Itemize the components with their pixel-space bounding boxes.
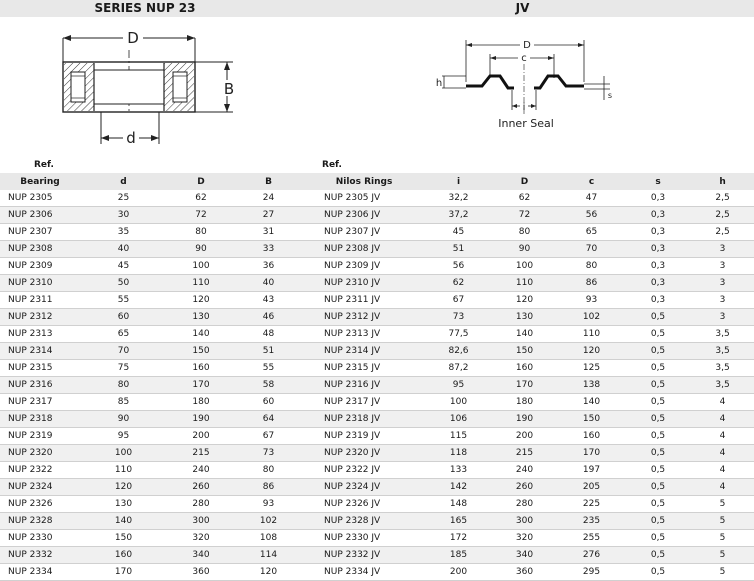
table-cell: 31: [235, 224, 302, 241]
table-cell: 142: [426, 479, 491, 496]
table-cell: 90: [80, 411, 167, 428]
table-row: [0, 428, 754, 445]
table-cell: 37,2: [426, 207, 491, 224]
table-cell: NUP 2317: [0, 394, 80, 411]
ring-dim-label-c: c: [521, 53, 527, 64]
table-row: [0, 530, 754, 547]
table-cell: 255: [558, 530, 625, 547]
table-cell: 197: [558, 462, 625, 479]
table-cell: 3: [691, 275, 754, 292]
table-cell: 0,5: [625, 513, 691, 530]
ref-label-bearing: Ref.: [34, 159, 54, 170]
table-row: [0, 241, 754, 258]
table-cell: 260: [167, 479, 235, 496]
table-cell: 5: [691, 513, 754, 530]
table-cell: 77,5: [426, 326, 491, 343]
table-cell: 0,3: [625, 190, 691, 207]
table-cell: 93: [558, 292, 625, 309]
table-cell: 75: [80, 360, 167, 377]
column-header: i: [426, 173, 491, 190]
table-cell: 172: [426, 530, 491, 547]
table-cell: NUP 2316 JV: [302, 377, 426, 394]
table-cell: 70: [80, 343, 167, 360]
table-cell: 114: [235, 547, 302, 564]
table-cell: 130: [80, 496, 167, 513]
table-cell: 90: [491, 241, 558, 258]
table-cell: NUP 2330 JV: [302, 530, 426, 547]
table-cell: 70: [558, 241, 625, 258]
inner-seal-caption: Inner Seal: [498, 117, 554, 130]
column-header-row: [0, 173, 754, 190]
table-cell: 43: [235, 292, 302, 309]
table-cell: 280: [167, 496, 235, 513]
table-cell: 60: [235, 394, 302, 411]
table-cell: 215: [491, 445, 558, 462]
table-cell: 0,5: [625, 343, 691, 360]
table-cell: 140: [558, 394, 625, 411]
table-cell: 185: [426, 547, 491, 564]
table-cell: 140: [491, 326, 558, 343]
table-cell: 3: [691, 258, 754, 275]
table-cell: 2,5: [691, 207, 754, 224]
table-row: [0, 258, 754, 275]
table-cell: 110: [491, 275, 558, 292]
table-cell: 320: [167, 530, 235, 547]
table-cell: NUP 2317 JV: [302, 394, 426, 411]
table-cell: NUP 2324: [0, 479, 80, 496]
column-header: Nilos Rings: [302, 173, 426, 190]
table-cell: 133: [426, 462, 491, 479]
table-cell: 200: [167, 428, 235, 445]
table-cell: NUP 2319: [0, 428, 80, 445]
table-cell: 150: [491, 343, 558, 360]
table-cell: 225: [558, 496, 625, 513]
table-cell: 4: [691, 411, 754, 428]
table-row: [0, 445, 754, 462]
table-cell: 115: [426, 428, 491, 445]
table-cell: 160: [491, 360, 558, 377]
table-cell: 36: [235, 258, 302, 275]
table-cell: 56: [558, 207, 625, 224]
bearing-drawing: [55, 24, 245, 149]
table-cell: NUP 2320: [0, 445, 80, 462]
table-cell: 110: [167, 275, 235, 292]
table-cell: 118: [426, 445, 491, 462]
table-cell: 110: [558, 326, 625, 343]
column-header: D: [491, 173, 558, 190]
table-cell: 340: [491, 547, 558, 564]
table-cell: NUP 2306: [0, 207, 80, 224]
table-cell: NUP 2328 JV: [302, 513, 426, 530]
table-cell: NUP 2312: [0, 309, 80, 326]
table-cell: 108: [235, 530, 302, 547]
table-cell: 3,5: [691, 377, 754, 394]
table-cell: 0,5: [625, 445, 691, 462]
table-cell: 51: [426, 241, 491, 258]
table-cell: 240: [167, 462, 235, 479]
table-row: [0, 326, 754, 343]
table-cell: 280: [491, 496, 558, 513]
table-cell: 0,3: [625, 207, 691, 224]
table-cell: 67: [426, 292, 491, 309]
table-cell: 67: [235, 428, 302, 445]
table-cell: 102: [558, 309, 625, 326]
table-cell: 0,3: [625, 292, 691, 309]
table-cell: NUP 2312 JV: [302, 309, 426, 326]
table-cell: 62: [426, 275, 491, 292]
table-row: [0, 292, 754, 309]
table-cell: NUP 2314 JV: [302, 343, 426, 360]
table-cell: 51: [235, 343, 302, 360]
table-row: [0, 275, 754, 292]
table-cell: NUP 2315 JV: [302, 360, 426, 377]
table-cell: 5: [691, 547, 754, 564]
column-header: c: [558, 173, 625, 190]
table-cell: 120: [167, 292, 235, 309]
table-cell: 3,5: [691, 326, 754, 343]
table-row: [0, 462, 754, 479]
table-cell: 320: [491, 530, 558, 547]
table-cell: 160: [558, 428, 625, 445]
column-header: D: [167, 173, 235, 190]
ref-label-nilos: Ref.: [322, 159, 342, 170]
table-cell: 45: [80, 258, 167, 275]
table-cell: 240: [491, 462, 558, 479]
table-cell: 130: [491, 309, 558, 326]
table-cell: 95: [80, 428, 167, 445]
table-cell: 180: [491, 394, 558, 411]
table-cell: 25: [80, 190, 167, 207]
table-cell: 100: [167, 258, 235, 275]
table-row: [0, 496, 754, 513]
table-cell: NUP 2316: [0, 377, 80, 394]
column-header: s: [625, 173, 691, 190]
table-cell: NUP 2318 JV: [302, 411, 426, 428]
table-cell: 80: [235, 462, 302, 479]
table-row: [0, 360, 754, 377]
table-cell: 300: [491, 513, 558, 530]
table-cell: NUP 2334: [0, 564, 80, 581]
table-cell: 62: [491, 190, 558, 207]
table-cell: NUP 2305 JV: [302, 190, 426, 207]
table-cell: NUP 2307: [0, 224, 80, 241]
table-cell: 120: [491, 292, 558, 309]
table-cell: NUP 2309 JV: [302, 258, 426, 275]
table-cell: 85: [80, 394, 167, 411]
table-cell: 82,6: [426, 343, 491, 360]
table-cell: 360: [491, 564, 558, 581]
table-cell: 4: [691, 462, 754, 479]
table-cell: 340: [167, 547, 235, 564]
table-cell: 0,5: [625, 530, 691, 547]
table-cell: 150: [558, 411, 625, 428]
table-cell: 58: [235, 377, 302, 394]
table-cell: 0,5: [625, 496, 691, 513]
table-cell: 205: [558, 479, 625, 496]
table-cell: 32,2: [426, 190, 491, 207]
table-cell: 60: [80, 309, 167, 326]
table-cell: 160: [167, 360, 235, 377]
table-cell: 62: [167, 190, 235, 207]
table-cell: 2,5: [691, 190, 754, 207]
table-cell: 4: [691, 394, 754, 411]
table-cell: 80: [80, 377, 167, 394]
table-cell: 5: [691, 530, 754, 547]
table-cell: 170: [558, 445, 625, 462]
table-cell: 4: [691, 479, 754, 496]
table-cell: 95: [426, 377, 491, 394]
table-row: [0, 377, 754, 394]
table-cell: 5: [691, 564, 754, 581]
table-cell: 0,5: [625, 326, 691, 343]
dim-label-B: B: [223, 80, 235, 98]
table-cell: 0,3: [625, 275, 691, 292]
table-row: [0, 309, 754, 326]
table-row: [0, 513, 754, 530]
table-cell: 80: [558, 258, 625, 275]
table-cell: 47: [558, 190, 625, 207]
table-cell: NUP 2311: [0, 292, 80, 309]
table-cell: 138: [558, 377, 625, 394]
dim-label-D: D: [127, 29, 139, 47]
table-cell: 180: [167, 394, 235, 411]
table-cell: 110: [80, 462, 167, 479]
table-cell: 93: [235, 496, 302, 513]
table-cell: 148: [426, 496, 491, 513]
table-cell: 55: [235, 360, 302, 377]
series-title-left: SERIES NUP 23: [94, 1, 196, 15]
table-cell: NUP 2309: [0, 258, 80, 275]
table-cell: 72: [491, 207, 558, 224]
table-cell: 0,5: [625, 462, 691, 479]
table-cell: NUP 2313: [0, 326, 80, 343]
table-row: [0, 411, 754, 428]
table-cell: 190: [491, 411, 558, 428]
table-cell: 90: [167, 241, 235, 258]
table-row: [0, 343, 754, 360]
table-cell: 45: [426, 224, 491, 241]
table-cell: 300: [167, 513, 235, 530]
table-cell: NUP 2326 JV: [302, 496, 426, 513]
table-cell: 100: [426, 394, 491, 411]
table-cell: NUP 2332: [0, 547, 80, 564]
table-cell: 170: [167, 377, 235, 394]
table-cell: 0,5: [625, 428, 691, 445]
nilos-ring-drawing: [432, 34, 617, 134]
table-cell: 48: [235, 326, 302, 343]
table-cell: 30: [80, 207, 167, 224]
table-cell: 360: [167, 564, 235, 581]
dimensions-table: [0, 156, 754, 581]
table-cell: NUP 2308 JV: [302, 241, 426, 258]
table-cell: 3: [691, 292, 754, 309]
table-cell: NUP 2324 JV: [302, 479, 426, 496]
table-cell: 140: [80, 513, 167, 530]
table-cell: 64: [235, 411, 302, 428]
table-cell: NUP 2315: [0, 360, 80, 377]
table-cell: NUP 2314: [0, 343, 80, 360]
table-cell: NUP 2322 JV: [302, 462, 426, 479]
table-cell: NUP 2326: [0, 496, 80, 513]
table-cell: 0,5: [625, 479, 691, 496]
table-cell: 170: [80, 564, 167, 581]
table-row: [0, 479, 754, 496]
table-body: [0, 190, 754, 581]
table-cell: 0,3: [625, 258, 691, 275]
table-cell: 0,5: [625, 564, 691, 581]
table-cell: NUP 2313 JV: [302, 326, 426, 343]
table-cell: 4: [691, 428, 754, 445]
table-cell: 295: [558, 564, 625, 581]
table-cell: 46: [235, 309, 302, 326]
table-cell: 276: [558, 547, 625, 564]
table-cell: 65: [80, 326, 167, 343]
table-cell: NUP 2311 JV: [302, 292, 426, 309]
column-header: h: [691, 173, 754, 190]
table-cell: 86: [235, 479, 302, 496]
ring-dim-label-h: h: [435, 78, 443, 89]
table-row: [0, 190, 754, 207]
table-cell: 87,2: [426, 360, 491, 377]
table-row: [0, 207, 754, 224]
table-cell: 215: [167, 445, 235, 462]
ring-dim-label-i: i: [522, 102, 526, 113]
table-cell: 140: [167, 326, 235, 343]
table-cell: 120: [80, 479, 167, 496]
table-cell: 200: [491, 428, 558, 445]
table-cell: NUP 2310: [0, 275, 80, 292]
table-cell: 4: [691, 445, 754, 462]
table-cell: 40: [235, 275, 302, 292]
table-cell: NUP 2330: [0, 530, 80, 547]
table-cell: NUP 2319 JV: [302, 428, 426, 445]
table-cell: 3: [691, 309, 754, 326]
table-cell: 0,5: [625, 547, 691, 564]
table-cell: 24: [235, 190, 302, 207]
table-cell: 0,5: [625, 394, 691, 411]
table-cell: 0,5: [625, 377, 691, 394]
table-cell: NUP 2332 JV: [302, 547, 426, 564]
table-cell: 170: [491, 377, 558, 394]
table-cell: NUP 2310 JV: [302, 275, 426, 292]
series-title-right: JV: [515, 1, 530, 15]
column-header: B: [235, 173, 302, 190]
table-cell: 130: [167, 309, 235, 326]
table-cell: NUP 2320 JV: [302, 445, 426, 462]
table-cell: NUP 2328: [0, 513, 80, 530]
ring-dim-label-D: D: [523, 40, 531, 51]
table-cell: NUP 2334 JV: [302, 564, 426, 581]
table-cell: 235: [558, 513, 625, 530]
table-cell: 72: [167, 207, 235, 224]
table-cell: 106: [426, 411, 491, 428]
table-cell: 35: [80, 224, 167, 241]
column-header: Bearing: [0, 173, 80, 190]
table-cell: NUP 2322: [0, 462, 80, 479]
table-cell: 102: [235, 513, 302, 530]
table-cell: NUP 2307 JV: [302, 224, 426, 241]
table-cell: 3,5: [691, 360, 754, 377]
table-cell: NUP 2306 JV: [302, 207, 426, 224]
table-cell: NUP 2318: [0, 411, 80, 428]
table-row: [0, 224, 754, 241]
table-row: [0, 547, 754, 564]
table-cell: 0,3: [625, 224, 691, 241]
table-cell: 150: [167, 343, 235, 360]
table-cell: 80: [167, 224, 235, 241]
table-cell: 160: [80, 547, 167, 564]
table-cell: 125: [558, 360, 625, 377]
table-cell: 190: [167, 411, 235, 428]
table-cell: 120: [558, 343, 625, 360]
table-cell: 86: [558, 275, 625, 292]
table-cell: 50: [80, 275, 167, 292]
table-cell: 0,5: [625, 411, 691, 428]
table-cell: 40: [80, 241, 167, 258]
table-cell: 65: [558, 224, 625, 241]
table-cell: 56: [426, 258, 491, 275]
table-cell: 0,5: [625, 309, 691, 326]
table-cell: 73: [426, 309, 491, 326]
table-cell: NUP 2305: [0, 190, 80, 207]
ring-dim-label-s: s: [607, 91, 613, 100]
table-cell: 165: [426, 513, 491, 530]
table-cell: 80: [491, 224, 558, 241]
table-cell: 3: [691, 241, 754, 258]
table-cell: 3,5: [691, 343, 754, 360]
table-row: [0, 394, 754, 411]
table-cell: 200: [426, 564, 491, 581]
table-row: [0, 564, 754, 581]
table-cell: 150: [80, 530, 167, 547]
table-cell: 33: [235, 241, 302, 258]
column-header: d: [80, 173, 167, 190]
table-cell: NUP 2308: [0, 241, 80, 258]
table-cell: 120: [235, 564, 302, 581]
table-cell: 0,5: [625, 360, 691, 377]
table-cell: 5: [691, 496, 754, 513]
ref-row: [0, 156, 754, 173]
table-cell: 100: [80, 445, 167, 462]
table-cell: 0,3: [625, 241, 691, 258]
table-cell: 55: [80, 292, 167, 309]
table-cell: 100: [491, 258, 558, 275]
table-cell: 73: [235, 445, 302, 462]
dim-label-d: d: [126, 129, 136, 147]
table-cell: 2,5: [691, 224, 754, 241]
table-cell: 260: [491, 479, 558, 496]
table-cell: 27: [235, 207, 302, 224]
